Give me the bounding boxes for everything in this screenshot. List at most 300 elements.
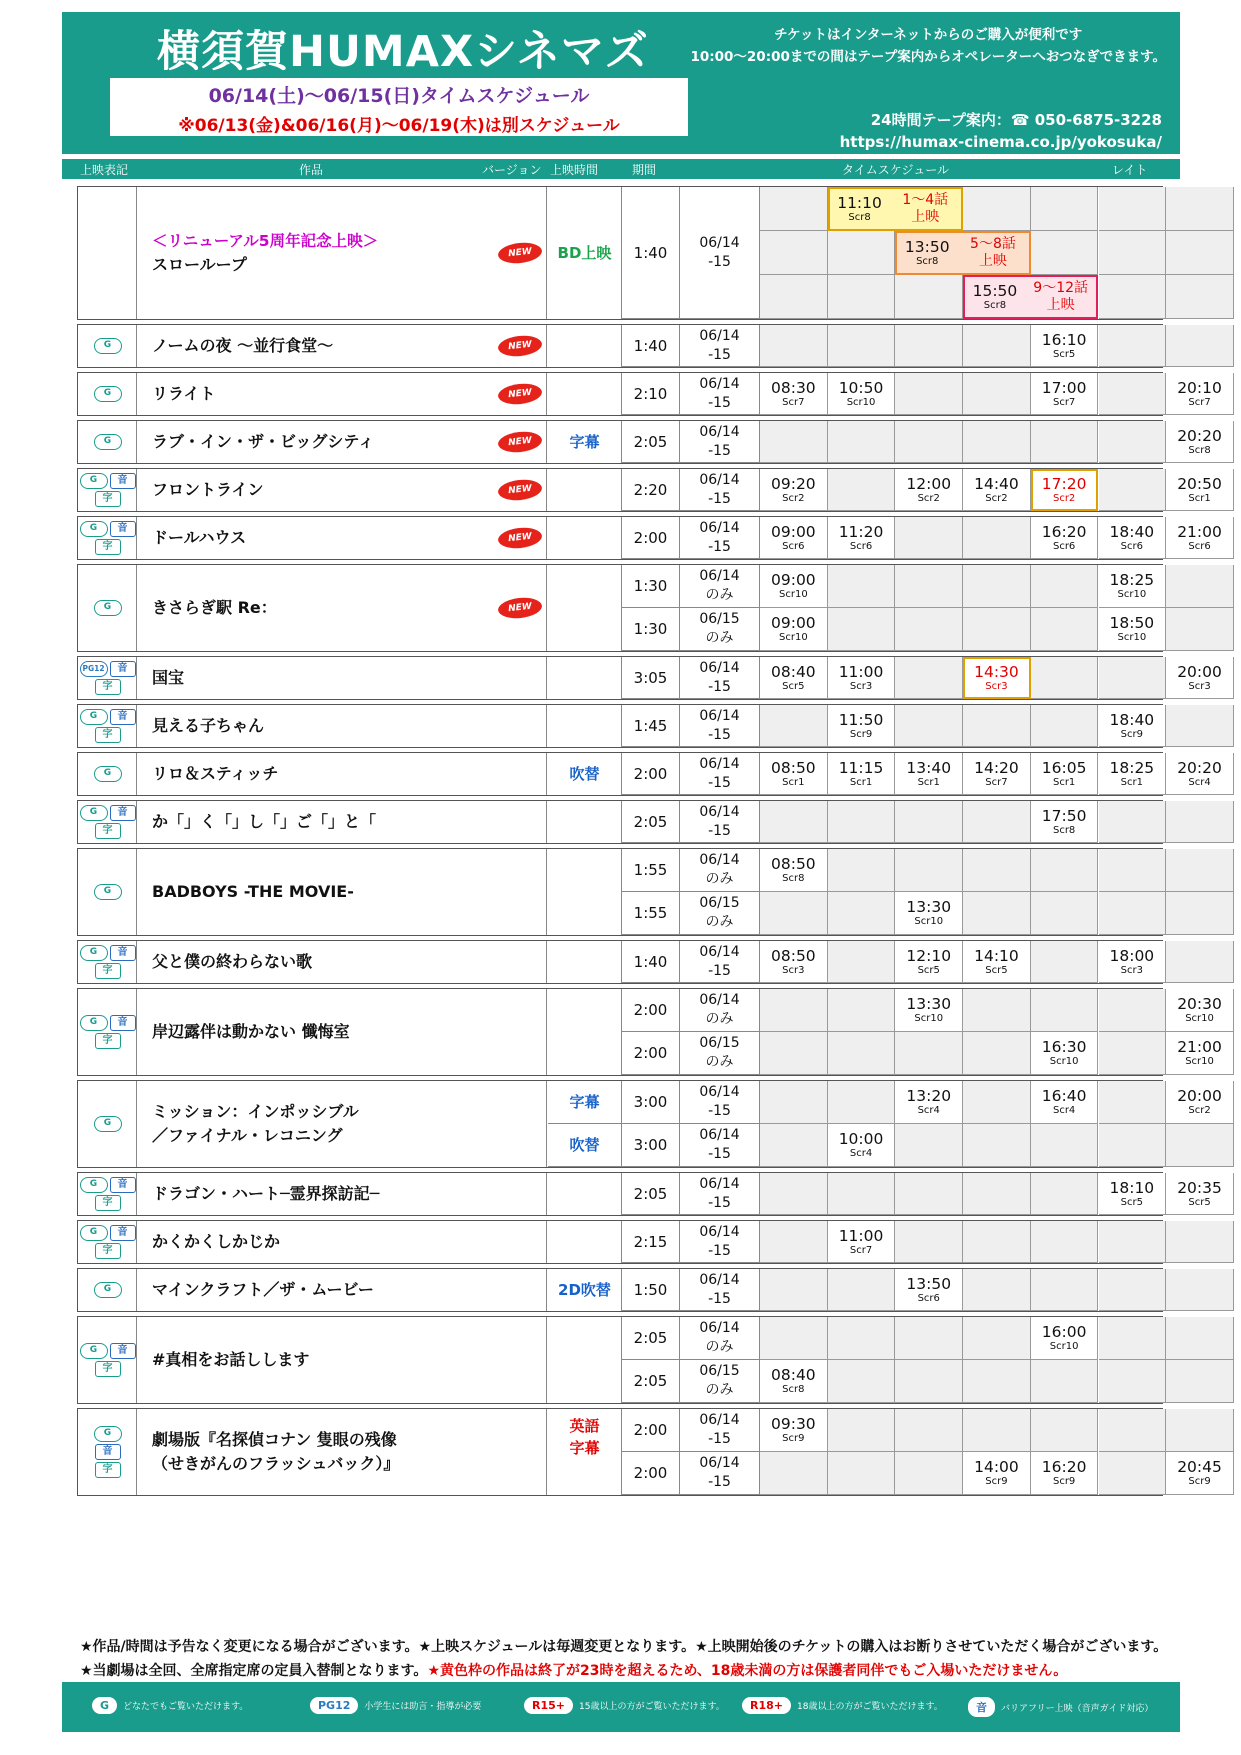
time-slot [760,187,828,231]
screen-number: Scr5 [1052,348,1076,360]
showtime[interactable] [895,753,963,795]
showtime[interactable] [1031,801,1099,843]
showtime-time: 18:50 [1109,614,1155,632]
showtime[interactable] [1166,421,1234,463]
episode-showtime[interactable]: 15:50 Scr8 9～12話 上映 [963,275,1098,319]
episode-showtime[interactable]: 13:50 Scr8 5～8話 上映 [895,231,1030,275]
screen-number: Scr6 [1052,540,1076,552]
rating-cell [79,1173,137,1215]
time-slot [963,1124,1031,1167]
screen-number: Scr10 [1049,1056,1079,1067]
showtime[interactable] [828,657,896,699]
screen-number: Scr3 [985,680,1008,692]
rating-g-icon: G [94,338,122,354]
showtime[interactable] [1166,657,1234,699]
rating-g-icon: G [80,521,108,537]
period: 06/15 のみ [680,1032,760,1075]
time-slot [895,1124,963,1167]
runtime: 1:40 [622,325,680,367]
audio-guide-icon: 音 [110,1343,136,1359]
showtime[interactable] [828,1124,896,1167]
time-slot [828,1317,896,1360]
showtime[interactable] [760,517,828,559]
time-slot [1166,1124,1234,1167]
rating-cell [79,1409,137,1495]
schedule-date-box [110,78,688,136]
runtime: 1:40 [622,941,680,983]
showtime-time: 14:20 [974,758,1019,777]
showtime[interactable] [1031,1081,1099,1124]
rating-g-icon: G [80,473,108,489]
version [548,657,622,699]
screen-number: Scr5 [1188,1196,1211,1208]
runtime: 2:00 [622,517,680,559]
showtime[interactable] [760,753,828,795]
time-slot [760,231,828,275]
showtime[interactable] [895,989,963,1032]
showtime-time: 14:30 [974,662,1019,681]
time-slot [895,1409,963,1452]
showtime[interactable] [1166,1452,1234,1495]
screen-number: Scr10 [1049,1341,1079,1352]
screen-number: Scr2 [917,492,940,504]
time-slot [1166,849,1234,892]
rating-icons [80,661,136,677]
screen-number: Scr10 [1185,1056,1214,1067]
time-slot [895,1317,963,1360]
time-slot [1166,565,1234,608]
rating-g-icon: G [80,1015,108,1031]
film-title[interactable]: ノームの夜 ～並行食堂～ NEW [152,325,547,367]
runtime: 2:00 [622,1452,680,1495]
time-slot [963,1032,1031,1075]
time-slot [1166,1360,1234,1403]
screen-number: Scr6 [917,1292,940,1304]
runtime: 3:00 [622,1081,680,1124]
screen-number: Scr10 [1117,589,1147,600]
film-title[interactable]: 見える子ちゃん [152,705,547,747]
film-title[interactable]: リロ＆スティッチ [152,753,547,795]
time-slot [895,657,963,699]
rating-icons [94,434,122,450]
showtime[interactable] [963,941,1031,983]
film-row [77,704,1163,748]
film-title[interactable]: #真相をお話しします [152,1317,547,1403]
film-title[interactable]: ドラゴン・ハート─霊界探訪記─ [152,1173,547,1215]
showtime[interactable] [1031,373,1099,415]
time-slot [963,1409,1031,1452]
showtime[interactable] [895,1269,963,1311]
runtime: 1:30 [622,565,680,608]
screen-number: Scr7 [985,776,1008,788]
film-title[interactable]: 劇場版『名探偵コナン 隻眼の残像 （せきがんのフラッシュバック）』 [152,1409,547,1495]
time-slot [1166,705,1234,747]
film-row [77,1268,1163,1312]
screen-number: Scr9 [782,1433,805,1444]
time-slot [963,1317,1031,1360]
showtime[interactable] [895,941,963,983]
rating-icons [94,884,122,900]
time-slot [895,1360,963,1403]
film-title[interactable]: 岸辺露伴は動かない 懺悔室 [152,989,547,1075]
showtime[interactable] [828,373,896,415]
screen-number: Scr9 [985,1476,1008,1487]
rating-icons [94,1426,122,1442]
film-row [77,656,1222,700]
time-slot [760,1124,828,1167]
time-slot [1099,275,1167,319]
showtime[interactable] [828,517,896,559]
showtime-time: 13:30 [906,995,952,1013]
time-slot [1031,892,1099,935]
time-slot [963,421,1031,463]
audio-guide-icon: 音 [110,473,136,489]
rating-cell [79,1221,137,1263]
showtime[interactable] [1166,1032,1234,1075]
showtime[interactable] [1031,1032,1099,1075]
showtime[interactable] [760,849,828,892]
time-slot [963,1221,1031,1263]
screen-number: Scr8 [782,873,805,884]
rating-cell [79,849,137,935]
time-slot [1031,705,1099,747]
legend-g: G どなたでもご覧いただけます。 [92,1697,248,1714]
showtime-time: 14:40 [974,474,1019,493]
time-slot [1166,1269,1234,1311]
time-slot [1031,1409,1099,1452]
showtime-time: 17:50 [1041,806,1087,825]
version [548,801,622,843]
runtime: 2:00 [622,1409,680,1452]
showtime[interactable] [760,565,828,608]
showtime[interactable] [1099,608,1167,651]
rating-icons [80,1343,136,1359]
time-slot [828,941,896,983]
rating-cell [79,325,137,367]
screen-number: Scr8 [1188,444,1211,456]
rating-icons [94,600,122,616]
rating-cell [79,989,137,1075]
time-slot [963,517,1031,559]
time-slot [963,849,1031,892]
showtime[interactable] [1166,373,1234,415]
time-slot [895,325,963,367]
time-slot [828,231,896,275]
film-title[interactable]: きさらぎ駅 Re： NEW [152,565,547,651]
showtime[interactable] [895,892,963,935]
time-slot [1031,421,1099,463]
runtime: 3:00 [622,1124,680,1167]
showtime[interactable] [760,373,828,415]
rating-g-icon: G [94,884,122,900]
version: 2D吹替 [548,1269,622,1311]
version: 英語 字幕 [548,1409,622,1495]
rating-icons [94,1116,122,1132]
showtime[interactable] [1031,1317,1099,1360]
time-slot [963,1173,1031,1215]
film-title[interactable]: かくかくしかじか [152,1221,547,1263]
period: 06/14 -15 [680,801,760,843]
time-slot [963,565,1031,608]
time-slot [828,849,896,892]
rating-g-icon: G [94,434,122,450]
screen-number: Scr8 [782,1384,805,1395]
rating-icons [80,473,136,489]
showtime[interactable] [963,753,1031,795]
audio-guide-icon: 音 [110,945,136,961]
showtime[interactable] [963,469,1031,511]
version [548,941,622,983]
time-slot [1166,1221,1234,1263]
rating-g-icon: G [80,1225,108,1241]
period: 06/14 -15 [680,1221,760,1263]
showtime[interactable] [1031,517,1099,559]
showtime-time: 16:00 [1041,1323,1087,1341]
showtime[interactable] [1099,565,1167,608]
showtime-time: 11:20 [838,522,884,541]
time-slot [1031,1124,1099,1167]
time-slot [963,187,1031,231]
time-slot [1099,1409,1167,1452]
runtime: 2:00 [622,989,680,1032]
time-slot [828,801,896,843]
rating-cell [79,421,137,463]
time-slot [828,1081,896,1124]
screen-number: Scr7 [782,396,805,408]
film-title[interactable]: BADBOYS -THE MOVIE- [152,849,547,935]
time-slot [895,608,963,651]
screen-number: Scr2 [782,492,805,504]
rating-cell [79,753,137,795]
time-slot [1099,421,1167,463]
new-badge-icon: NEW [497,526,543,550]
showtime[interactable] [828,705,896,747]
version [548,1317,622,1403]
showtime-time: 14:00 [974,1458,1019,1476]
film-title[interactable]: ドールハウス NEW [152,517,547,559]
showtime[interactable] [760,1360,828,1403]
period: 06/15 のみ [680,892,760,935]
time-slot [828,1173,896,1215]
showtime[interactable] [1031,325,1099,367]
notes: ★作品/時間は予告なく変更になる場合がございます。★上映スケジュールは毎週変更となります。★上映開始後のチケットの購入はお断りさせていただく場合がございます。 ★当劇場は全回、全席指定席の定員入替制となります。★黄色枠の作品は終了が23時を超えるため、18歳未満の方は保護者同伴でもご入場いただけません。 [80,1639,1168,1679]
rating-cell [79,187,137,319]
episode-showtime[interactable]: 11:10 Scr8 1～4話 上映 [828,187,963,231]
showtime[interactable] [1031,1452,1099,1495]
time-slot [963,1081,1031,1124]
rating-cell [79,1269,137,1311]
showtime[interactable] [963,1452,1031,1495]
runtime: 2:15 [622,1221,680,1263]
period: 06/14 -15 [680,1081,760,1124]
showtime-time: 18:25 [1109,758,1155,777]
subtitle-guide-icon: 字 [95,727,121,743]
showtime[interactable] [828,753,896,795]
showtime[interactable] [1031,469,1099,511]
film-title[interactable]: か「」く「」し「」ご「」と「 [152,801,547,843]
subtitle-guide-icon: 字 [95,963,121,979]
rating-g-icon: G [80,1343,108,1359]
new-badge-icon: NEW [497,382,543,406]
phone-number[interactable]: 24時間テープ案内：☎ 050-6875-3228 [870,111,1162,129]
screen-number: Scr10 [779,589,808,600]
time-slot [963,1360,1031,1403]
time-slot [1099,849,1167,892]
showtime[interactable] [1099,941,1167,983]
showtime-time: 21:00 [1177,1038,1222,1056]
film-title[interactable]: 国宝 [152,657,547,699]
screen-number: Scr1 [849,776,873,788]
showtime-time: 16:40 [1041,1087,1087,1105]
screen-number: Scr6 [1120,540,1143,552]
film-title[interactable]: ミッション：インポッシブル ／ファイナル・レコニング [152,1081,547,1167]
time-slot [828,1360,896,1403]
time-slot [895,1173,963,1215]
runtime: 1:45 [622,705,680,747]
showtime[interactable] [1166,1173,1234,1215]
screen-number: Scr6 [1188,540,1211,552]
audio-guide-icon: 音 [110,1015,136,1031]
showtime[interactable] [760,608,828,651]
film-row [77,564,1163,652]
showtime[interactable] [1166,469,1234,511]
showtime[interactable] [760,469,828,511]
time-slot [1099,231,1167,275]
runtime: 2:05 [622,801,680,843]
showtime[interactable] [1099,1173,1167,1215]
version [548,849,622,935]
cinema-title: 横須賀HUMAXシネマズ [157,27,649,77]
screen-number: Scr3 [1188,680,1211,692]
time-slot [828,565,896,608]
period: 06/14 -15 [680,1269,760,1311]
rating-pg12-icon: PG12 [80,661,108,677]
showtime[interactable] [1099,705,1167,747]
rating-cell [79,801,137,843]
showtime[interactable] [1099,517,1167,559]
showtime-time: 16:10 [1041,330,1087,349]
time-slot [760,1221,828,1263]
period: 06/14 -15 [680,753,760,795]
screen-number: Scr8 [1052,824,1076,836]
film-row [77,988,1222,1076]
time-slot [760,1032,828,1075]
film-subtitle: ＜リニューアル5周年記念上映＞ [152,232,379,250]
screen-number: Scr7 [1052,396,1076,408]
screen-number: Scr7 [849,1244,873,1256]
screen-number: Scr5 [917,964,940,976]
showtime[interactable] [1166,1081,1234,1124]
time-slot [1166,608,1234,651]
showtime[interactable] [1166,753,1234,795]
showtime-time: 08:40 [771,1366,816,1384]
subtitle-guide-icon: 字 [95,491,121,507]
time-slot [895,275,963,319]
screen-number: Scr6 [782,540,805,552]
showtime-time: 13:20 [906,1087,952,1105]
period: 06/14 -15 [680,941,760,983]
film-title[interactable]: 父と僕の終わらない歌 [152,941,547,983]
showtime[interactable] [963,657,1031,699]
screen-number: Scr10 [1117,632,1147,643]
rating-icons [94,1282,122,1298]
rating-g-icon: G [80,709,108,725]
film-row [77,848,1163,936]
time-slot [1166,1317,1234,1360]
film-title[interactable]: マインクラフト／ザ・ムービー [152,1269,547,1311]
time-slot [1099,801,1167,843]
rating-g-icon: G [80,945,108,961]
film-row [77,800,1163,844]
time-slot [1166,1409,1234,1452]
showtime[interactable] [760,941,828,983]
time-slot [1031,941,1099,983]
showtime-time: 17:00 [1041,378,1087,397]
showtime[interactable] [1031,753,1099,795]
screen-number: Scr10 [914,1013,944,1024]
website-link[interactable]: https://humax-cinema.co.jp/yokosuka/ [839,133,1162,151]
rating-cell [79,1081,137,1167]
rating-g-icon: G [94,600,122,616]
runtime: 2:05 [622,1317,680,1360]
rating-g-icon: G [94,1116,122,1132]
period: 06/14 -15 [680,469,760,511]
rating-cell [79,373,137,415]
screen-number: Scr4 [1052,1105,1076,1116]
legend-audio-guide: 音 バリアフリー上映（音声ガイド対応） [968,1697,1153,1717]
showtime-time: 08:50 [771,855,816,873]
showtime-time: 18:00 [1109,946,1155,965]
time-slot [760,801,828,843]
showtime[interactable] [1099,753,1167,795]
showtime[interactable] [828,1221,896,1263]
time-slot [1166,941,1234,983]
subtitle-guide-icon: 字 [95,1033,121,1049]
film-title[interactable]: ラブ・イン・ザ・ビッグシティ NEW [152,421,547,463]
runtime: 2:05 [622,1173,680,1215]
time-slot [895,565,963,608]
showtime-time: 08:50 [771,946,816,965]
time-slot [963,801,1031,843]
audio-guide-icon: 音 [110,709,136,725]
subtitle-guide-icon: 字 [95,539,121,555]
showtime[interactable] [760,1409,828,1452]
runtime: 3:05 [622,657,680,699]
showtime[interactable] [895,469,963,511]
film-title[interactable]: ＜リニューアル5周年記念上映＞ スローループ NEW [152,187,547,319]
film-row [77,1172,1222,1216]
time-slot [963,373,1031,415]
rating-g-icon: G [80,1177,108,1193]
screen-number: Scr3 [782,964,805,976]
showtime[interactable] [1166,989,1234,1032]
runtime: 2:00 [622,1032,680,1075]
showtime-time: 08:50 [771,758,816,777]
rating-icons [80,945,136,961]
showtime-time: 13:50 [906,1274,952,1293]
showtime-time: 18:40 [1109,522,1155,541]
showtime-time: 11:00 [838,662,884,681]
showtime[interactable] [760,657,828,699]
time-slot [760,1081,828,1124]
showtime[interactable] [895,1081,963,1124]
showtime[interactable] [1166,517,1234,559]
film-title[interactable]: リライト NEW [152,373,547,415]
period: 06/14 -15 [680,1409,760,1452]
film-title[interactable]: フロントライン NEW [152,469,547,511]
screen-number: Scr1 [782,776,805,788]
showtime-time: 09:20 [771,474,816,493]
